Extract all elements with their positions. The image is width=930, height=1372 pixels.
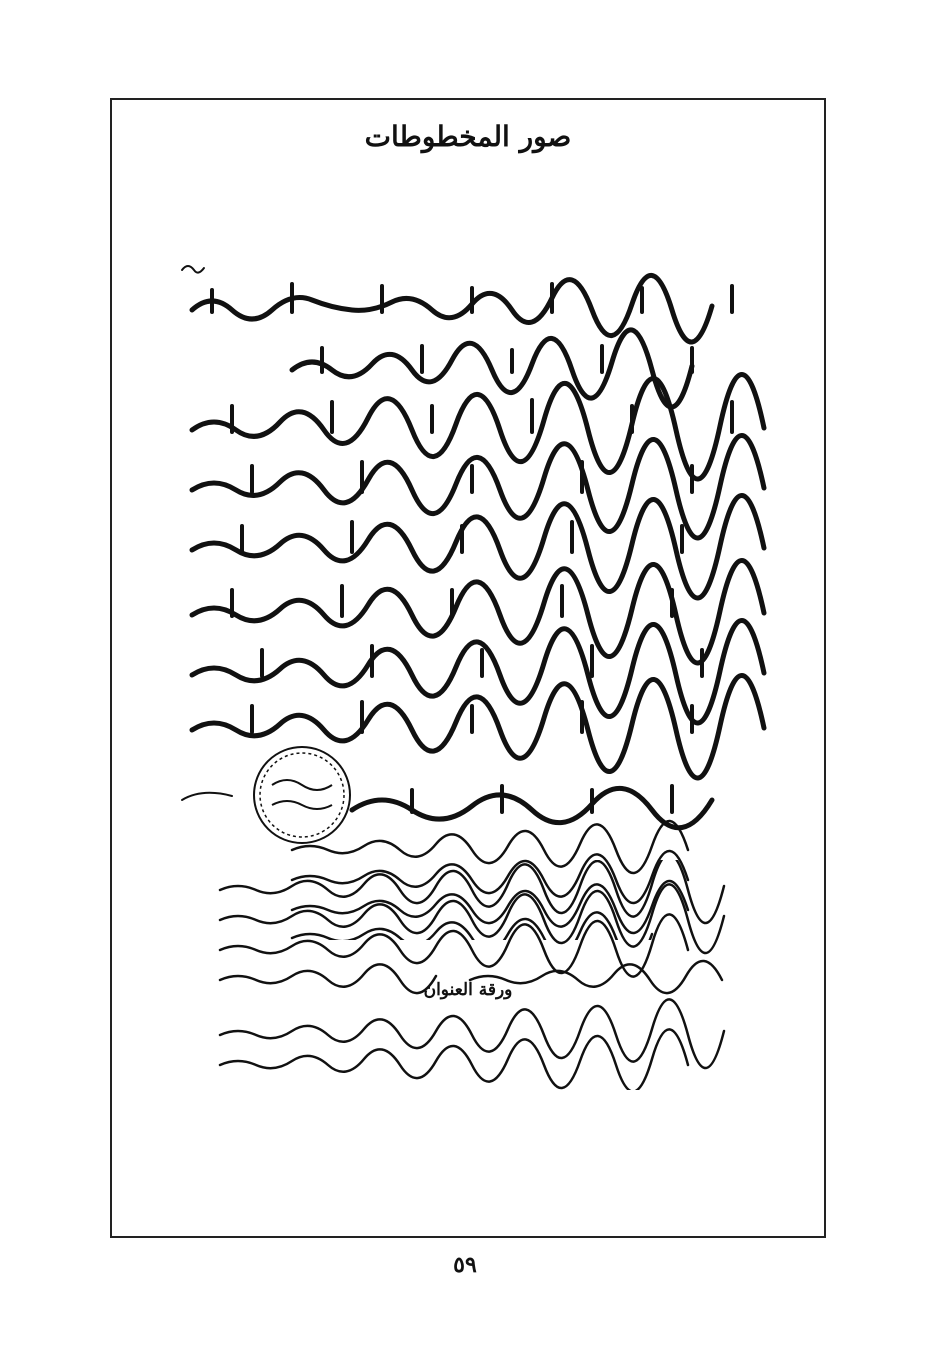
manuscript-notes — [210, 860, 770, 1090]
caption: ورقة العنوان — [423, 980, 513, 1000]
page-number: ٥٩ — [453, 1252, 477, 1278]
page-header-title: صور المخطوطات — [364, 120, 572, 153]
manuscript-image — [172, 250, 782, 940]
